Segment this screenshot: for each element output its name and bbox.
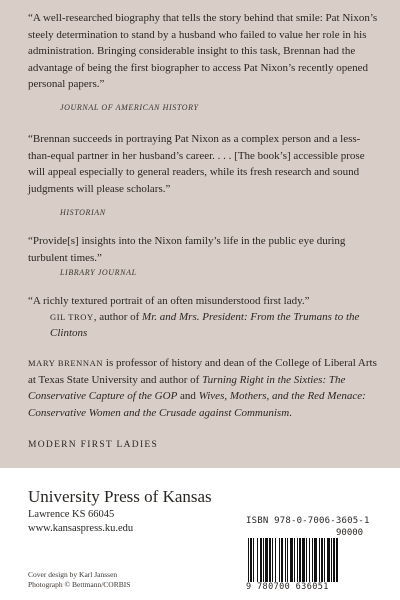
series-name: MODERN FIRST LADIES [28,440,159,450]
publisher-url: www.kansaspress.ku.edu [28,523,134,534]
price-code: 90000 [336,528,364,538]
quote-2 [28,131,380,197]
quote-3-source: LIBRARY JOURNAL [60,268,137,277]
quote-3 [28,233,380,266]
author-bio [28,355,380,421]
bio-book-1: Turning Right in the Sixties: The Conservative Capture of the GOP [28,373,346,402]
bio-text-1: is professor of history and dean of the College of Liberal Arts at Texas State University and author of [28,357,377,386]
quote-4-author: GIL TROY [50,312,94,322]
photo-credit: Photograph © Bettmann/CORBIS [28,580,131,589]
ean-number: 9 780700 636051 [246,582,329,592]
quote-1-source: JOURNAL OF AMERICAN HISTORY [60,103,199,112]
publisher-name: University Press of Kansas [28,487,212,506]
bio-text-3: . [289,406,292,419]
isbn-number: ISBN 978-0-7006-3605-1 [246,516,370,526]
barcode-icon [246,538,386,584]
quote-1-text: “A well-researched biography that tells the story behind that smile: Pat Nixon’s steely determination to stand by a husband who failed to value her role in his administration. Bringing considerable insight to this task, Brennan had the advantage of being the first biographer to access Pat Nixon’s recently opened personal papers.” [28,12,378,90]
cover-design-credit: Cover design by Karl Janssen [28,570,118,579]
bio-book-2: Wives, Mothers, and the Red Menace: Conservative Women and the Crusade against Communism [28,390,366,419]
quote-4-text: “A richly textured portrait of an often misunderstood first lady.” [28,295,310,307]
quote-4-source [50,309,370,341]
quote-4-book-title: Mr. and Mrs. President: From the Trumans to the Clintons [50,311,360,339]
quote-2-text: “Brennan succeeds in portraying Pat Nixon as a complex person and a less-than-equal partner in her husband’s career. . . . [The book’s] accessible prose will appeal especially to general readers, while its fresh research and sound judgments will please scholars.” [28,133,365,195]
isbn-barcode [246,516,386,594]
quote-4 [28,293,380,310]
author-name: MARY BRENNAN [28,358,104,368]
quote-2-source: HISTORIAN [60,208,106,217]
quote-1 [28,10,380,93]
quote-4-author-role: , author of [93,311,143,323]
publisher-city: Lawrence KS 66045 [28,509,115,520]
bio-text-2: and [177,390,199,402]
quote-3-text: “Provide[s] insights into the Nixon family’s life in the public eye during turbulent times.” [28,235,346,264]
